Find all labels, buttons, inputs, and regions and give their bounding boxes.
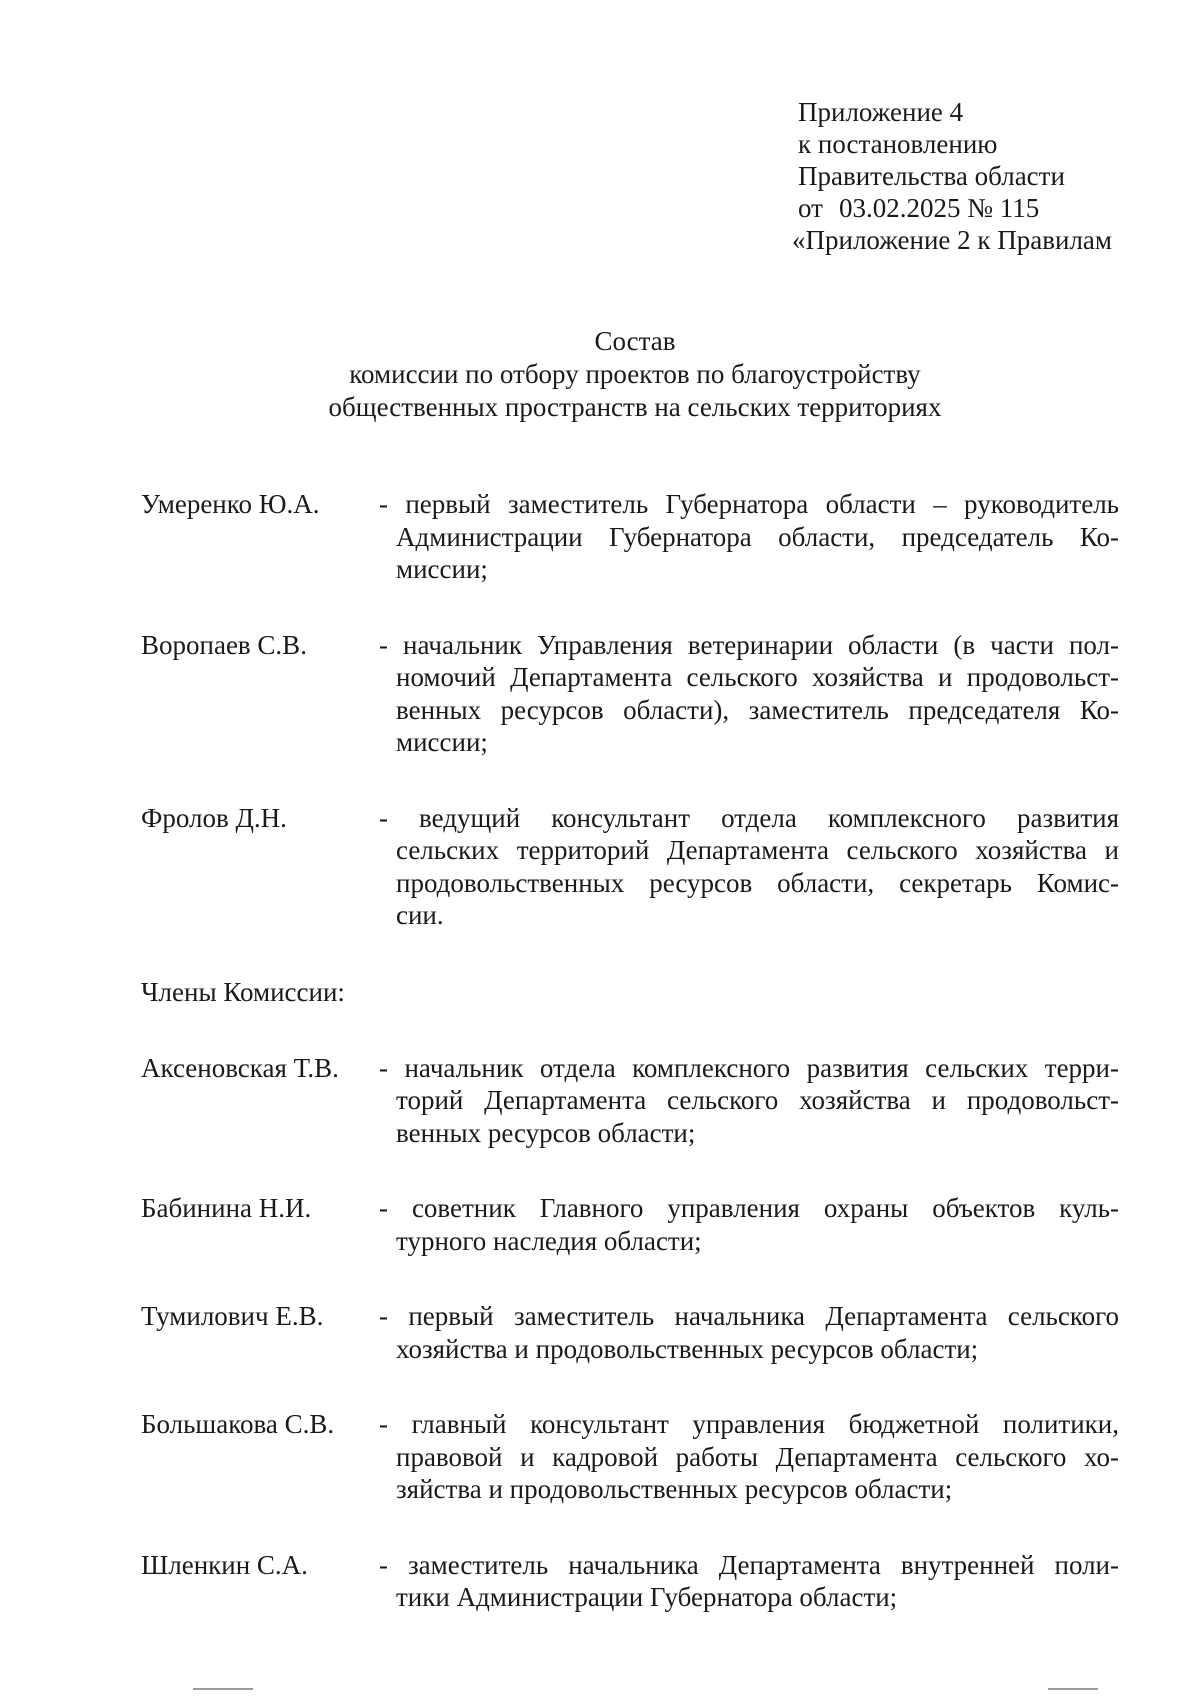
roster-entry (141, 1549, 1119, 1614)
position-line: Администрации Губернатора области, председатель Ко- (396, 521, 1119, 552)
attachment-line-3: Правительства области (798, 161, 1065, 191)
position-line: венных ресурсов области), заместитель председателя Ко- (396, 694, 1119, 725)
roster-entry (141, 802, 1119, 932)
heading-subtitle-line-1: комиссии по отбору проектов по благоустройству (349, 359, 921, 389)
position-line: торий Департамента сельского хозяйства и продовольст- (396, 1085, 1119, 1115)
position-line: венных ресурсов области; (396, 1117, 696, 1148)
roster-entry (141, 488, 1119, 586)
position-line: продовольственных ресурсов области, секретарь Комис- (396, 867, 1119, 898)
position-line: - первый заместитель Губернатора области – руководитель (379, 489, 1119, 519)
heading-title: Состав (594, 326, 676, 356)
position-line: турного наследия области; (396, 1225, 702, 1256)
date-prefix: от (798, 193, 823, 223)
position-line: правовой и кадровой работы Департамента сельского хо- (396, 1441, 1119, 1472)
position-line: зяйства и продовольственных ресурсов области; (396, 1474, 953, 1504)
position-line: сельских территорий Департамента сельского хозяйства и (396, 835, 1119, 865)
roster-entry (141, 1052, 1119, 1150)
member-name: Большакова С.В. (141, 1409, 335, 1439)
attachment-date-line (798, 192, 1112, 224)
roster-entry (141, 1300, 1119, 1365)
scan-artifact (1048, 1688, 1098, 1690)
date-and-number: 03.02.2025 № 115 (838, 193, 1040, 223)
member-name: Тумилович Е.В. (141, 1301, 324, 1331)
position-line: миссии; (396, 727, 488, 757)
member-name: Фролов Д.Н. (141, 802, 287, 833)
position-line: - советник Главного управления охраны объектов куль- (379, 1193, 1119, 1223)
position-line: - ведущий консультант отдела комплексного развития (379, 802, 1119, 833)
member-position (379, 1408, 1119, 1506)
position-line: - главный консультант управления бюджетной политики, (379, 1409, 1119, 1439)
member-name: Шленкин С.А. (141, 1549, 308, 1580)
document-heading (0, 325, 1200, 424)
position-line: тики Администрации Губернатора области; (396, 1582, 898, 1612)
scan-artifact (193, 1688, 253, 1690)
roster-entry (141, 1408, 1119, 1506)
heading-subtitle-line-2: общественных пространств на сельских территориях (328, 392, 942, 422)
position-line: сии. (396, 900, 444, 930)
position-line: номочий Департамента сельского хозяйства и продовольст- (396, 662, 1119, 692)
members-label: Члены Комиссии: (141, 976, 345, 1007)
position-line: - начальник Управления ветеринарии области (в части пол- (379, 629, 1119, 660)
attachment-line-1: Приложение 4 (798, 97, 964, 127)
position-line: - заместитель начальника Департамента внутренней поли- (379, 1549, 1119, 1580)
member-position (379, 629, 1119, 759)
member-position (379, 1549, 1119, 1614)
position-line: хозяйства и продовольственных ресурсов области; (396, 1333, 979, 1364)
member-position (379, 1300, 1119, 1365)
attachment-block (792, 96, 1113, 256)
member-position (379, 1192, 1119, 1257)
roster-entry (141, 1192, 1119, 1257)
attachment-line-5: «Приложение 2 к Правилам (792, 225, 1113, 255)
commission-roster (141, 488, 1119, 1614)
member-name: Бабинина Н.И. (141, 1193, 312, 1223)
member-name: Аксеновская Т.В. (141, 1052, 339, 1083)
member-name: Воропаев С.В. (141, 629, 307, 660)
position-line: - начальник отдела комплексного развития сельских терри- (379, 1052, 1119, 1083)
position-line: - первый заместитель начальника Департамента сельского (379, 1301, 1119, 1331)
member-position (379, 488, 1119, 586)
member-position (379, 802, 1119, 932)
attachment-line-2: к постановлению (798, 129, 998, 159)
member-name: Умеренко Ю.А. (141, 489, 320, 519)
roster-entry (141, 629, 1119, 759)
position-line: миссии; (396, 554, 488, 584)
member-position (379, 1052, 1119, 1150)
